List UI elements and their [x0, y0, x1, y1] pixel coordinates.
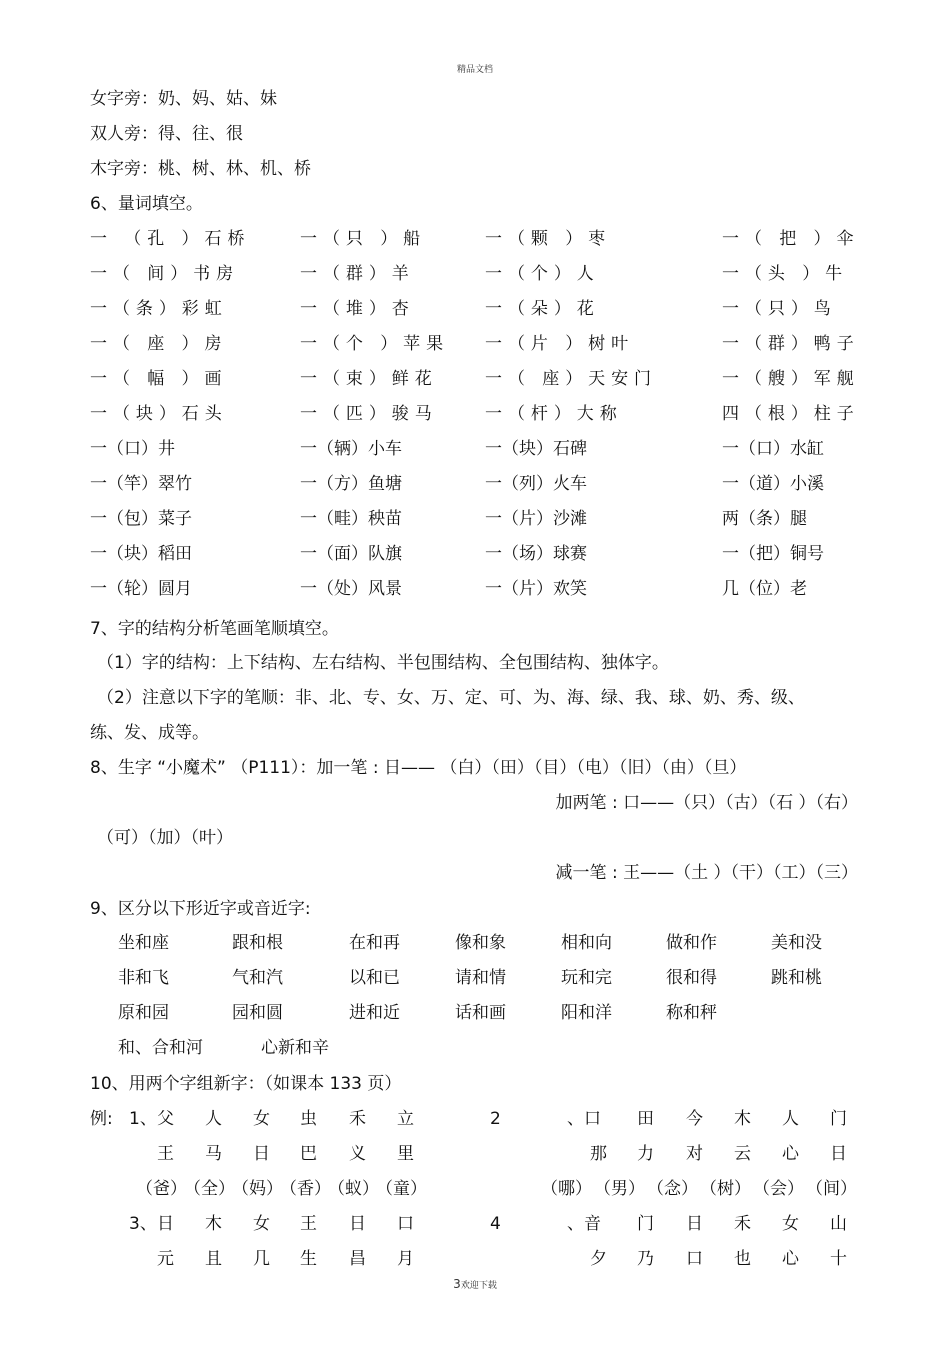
measure-word-item: 一（个）人: [485, 264, 600, 284]
component-character: 、音: [567, 1214, 601, 1234]
measure-word-item: 一（口）水缸: [722, 439, 824, 459]
similar-character-pair: 非和飞: [118, 968, 169, 988]
group-number: 1、: [129, 1109, 157, 1129]
answer-character: （念）: [647, 1179, 698, 1199]
similar-character-pair: 坐和座: [118, 933, 169, 953]
similar-character-pair: 美和没: [771, 933, 822, 953]
component-character: 也: [734, 1249, 751, 1269]
component-character: 田: [637, 1109, 654, 1129]
component-character: 心: [782, 1144, 799, 1164]
similar-character-pair: 做和作: [666, 933, 717, 953]
minus-one-stroke: 减一笔 : 王——（土 ）（干）（工）（三）: [555, 863, 858, 883]
measure-word-item: 一（片）沙滩: [485, 509, 587, 529]
component-character: 木: [734, 1109, 751, 1129]
measure-word-item: 一（颗 ）枣: [485, 229, 612, 249]
component-character: 禾: [349, 1109, 366, 1129]
measure-word-item: 一 （孔 ）石桥: [90, 229, 251, 249]
radical-line: 木字旁：桃、树、林、机、桥: [90, 159, 311, 179]
page-header: 精品文档: [456, 65, 493, 75]
component-character: 巴: [300, 1144, 317, 1164]
similar-character-pair: 跟和根: [232, 933, 283, 953]
answer-character: （全）: [184, 1179, 235, 1199]
radical-line: 双人旁：得、往、很: [90, 124, 243, 144]
measure-word-item: 一（只）鸟: [722, 299, 837, 319]
measure-word-item: 一（畦）秧苗: [300, 509, 402, 529]
page-footer: [0, 1277, 950, 1291]
component-character: 元: [157, 1249, 174, 1269]
measure-word-item: 一（口）井: [90, 439, 175, 459]
component-character: 里: [397, 1144, 414, 1164]
component-character: 马: [205, 1144, 222, 1164]
measure-word-item: 一（包）菜子: [90, 509, 192, 529]
measure-word-item: 一（束）鲜花: [300, 369, 438, 389]
answer-character: （妈）: [232, 1179, 283, 1199]
component-character: 人: [205, 1109, 222, 1129]
measure-word-row: [90, 403, 860, 427]
measure-word-item: 一（块）稻田: [90, 544, 192, 564]
component-character: 父: [157, 1109, 174, 1129]
measure-word-item: 四（根）柱子: [722, 404, 860, 424]
similar-character-pair: 跳和桃: [771, 968, 822, 988]
add-two-strokes-cont: （可）（加）（叶）: [97, 828, 233, 848]
measure-word-row: [90, 298, 860, 322]
component-character: 对: [686, 1144, 703, 1164]
measure-word-item: 一（道）小溪: [722, 474, 824, 494]
component-character: 口: [397, 1214, 414, 1234]
structure-line: （1）字的结构：上下结构、左右结构、半包围结构、全包围结构、独体字。: [97, 653, 669, 673]
component-character: 力: [637, 1144, 654, 1164]
measure-word-item: 一（朵）花: [485, 299, 600, 319]
group-number: 3、: [129, 1214, 157, 1234]
measure-word-item: 一（群）鸭子: [722, 334, 860, 354]
component-character: 山: [830, 1214, 847, 1234]
similar-character-pair: 话和画: [455, 1003, 506, 1023]
measure-word-item: 一（杆）大称: [485, 404, 623, 424]
footer-text: 欢迎下载: [460, 1281, 497, 1291]
measure-word-item: 一（个 ）苹果: [300, 334, 450, 354]
answer-character: （爸）: [136, 1179, 187, 1199]
component-character: 立: [397, 1109, 414, 1129]
similar-character-pair: 很和得: [666, 968, 717, 988]
example-label: 例:: [90, 1109, 113, 1129]
similar-character-pair: 以和已: [349, 968, 400, 988]
component-character: 王: [157, 1144, 174, 1164]
measure-word-row: [90, 543, 860, 567]
similar-character-pair: 阳和洋: [561, 1003, 612, 1023]
page-number: 3: [453, 1277, 461, 1291]
measure-word-item: 一（条）彩虹: [90, 299, 228, 319]
component-character: 女: [782, 1214, 799, 1234]
answer-character: （哪）: [541, 1179, 592, 1199]
group-number: 2: [490, 1109, 501, 1129]
component-character: 木: [205, 1214, 222, 1234]
component-character: 王: [300, 1214, 317, 1234]
component-character: 门: [637, 1214, 654, 1234]
measure-word-row: [90, 333, 860, 357]
component-character: 门: [830, 1109, 847, 1129]
add-two-strokes: 加两笔 : 口——（只）（古）（石 ）（右）: [555, 793, 858, 813]
measure-word-item: 一（块）石头: [90, 404, 228, 424]
measure-word-row: [90, 228, 860, 252]
component-character: 口: [686, 1249, 703, 1269]
component-character: 昌: [349, 1249, 366, 1269]
similar-character-pair: 相和向: [561, 933, 612, 953]
component-character: 日: [830, 1144, 847, 1164]
component-character: 生: [300, 1249, 317, 1269]
measure-word-item: 一（头 ）牛: [722, 264, 849, 284]
section-7-title: 7、字的结构分析笔画笔顺填空。: [90, 619, 339, 639]
component-character: 虫: [300, 1109, 317, 1129]
component-character: 义: [349, 1144, 366, 1164]
component-character: 日: [349, 1214, 366, 1234]
radical-line: 女字旁：奶、妈、姑、妹: [90, 89, 277, 109]
stroke-order-line: （2）注意以下字的笔顺：非、北、专、女、万、定、可、为、海、绿、我、球、奶、秀、级、: [97, 688, 805, 708]
measure-word-row: [90, 508, 860, 532]
component-character: 十: [830, 1249, 847, 1269]
measure-word-item: 一（处）风景: [300, 579, 402, 599]
component-character: 禾: [734, 1214, 751, 1234]
component-character: 那: [590, 1144, 607, 1164]
component-character: 云: [734, 1144, 751, 1164]
component-character: 心: [782, 1249, 799, 1269]
component-character: 几: [253, 1249, 270, 1269]
measure-word-item: 一（辆）小车: [300, 439, 402, 459]
similar-character-pair: 在和再: [349, 933, 400, 953]
measure-word-item: 一（匹）骏马: [300, 404, 438, 424]
similar-character-pair: 玩和完: [561, 968, 612, 988]
section-6-title: 6、量词填空。: [90, 194, 203, 214]
answer-character: （会）: [753, 1179, 804, 1199]
measure-word-item: 两（条）腿: [722, 509, 807, 529]
section-10-title: 10、用两个字组新字：（如课本 133 页）: [90, 1074, 402, 1094]
similar-character-pair: 园和圆: [232, 1003, 283, 1023]
answer-character: （间）: [806, 1179, 857, 1199]
measure-word-item: 一（方）鱼塘: [300, 474, 402, 494]
measure-word-row: [90, 263, 860, 287]
answer-character: （树）: [700, 1179, 751, 1199]
component-character: 今: [686, 1109, 703, 1129]
measure-word-item: 一（片）欢笑: [485, 579, 587, 599]
group-number: 4: [490, 1214, 501, 1234]
measure-word-item: 一（堆）杏: [300, 299, 415, 319]
measure-word-item: 一（ 间）书房: [90, 264, 240, 284]
measure-word-item: 一（轮）圆月: [90, 579, 192, 599]
component-character: 月: [397, 1249, 414, 1269]
component-character: 夕: [590, 1249, 607, 1269]
component-character: 且: [205, 1249, 222, 1269]
component-character: 日: [686, 1214, 703, 1234]
similar-character-pair: 原和园: [118, 1003, 169, 1023]
similar-character-pair: 称和秤: [666, 1003, 717, 1023]
stroke-order-line-cont: 练、发、成等。: [90, 723, 209, 743]
similar-character-pair: 像和象: [455, 933, 506, 953]
answer-character: （童）: [376, 1179, 427, 1199]
section-8-title: 8、生字 “小魔术” （P111）：加一笔 : 日—— （白）（田）（目）（电）（旧）（由）（旦）: [90, 758, 747, 778]
measure-word-item: 几（位）老: [722, 579, 807, 599]
measure-word-row: [90, 578, 860, 602]
measure-word-item: 一（面）队旗: [300, 544, 402, 564]
measure-word-item: 一（ 把 ）伞: [722, 229, 860, 249]
component-character: 日: [157, 1214, 174, 1234]
measure-word-item: 一（把）铜号: [722, 544, 824, 564]
similar-character-pair: 心新和辛: [261, 1038, 329, 1058]
measure-word-item: 一（ 幅 ）画: [90, 369, 228, 389]
measure-word-item: 一（竿）翠竹: [90, 474, 192, 494]
component-character: 女: [253, 1214, 270, 1234]
measure-word-item: 一（群）羊: [300, 264, 415, 284]
similar-character-pair: 请和情: [455, 968, 506, 988]
measure-word-row: [90, 368, 860, 392]
measure-word-item: 一（场）球赛: [485, 544, 587, 564]
measure-word-item: 一（艘）军舰: [722, 369, 860, 389]
component-character: 乃: [637, 1249, 654, 1269]
measure-word-row: [90, 473, 860, 497]
measure-word-item: 一（片 ）树叶: [485, 334, 635, 354]
measure-word-row: [90, 438, 860, 462]
answer-character: （蚁）: [328, 1179, 379, 1199]
measure-word-item: 一（块）石碑: [485, 439, 587, 459]
answer-character: （男）: [594, 1179, 645, 1199]
component-character: 女: [253, 1109, 270, 1129]
section-9-title: 9、区分以下形近字或音近字:: [90, 899, 311, 919]
measure-word-item: 一（列）火车: [485, 474, 587, 494]
similar-character-pair: 气和汽: [232, 968, 283, 988]
measure-word-item: 一（ 座 ）房: [90, 334, 228, 354]
component-character: 、口: [567, 1109, 601, 1129]
measure-word-item: 一（只 ）船: [300, 229, 427, 249]
component-character: 人: [782, 1109, 799, 1129]
answer-character: （香）: [280, 1179, 331, 1199]
similar-character-pair: 和、合和河: [118, 1038, 203, 1058]
measure-word-item: 一（ 座）天安门: [485, 369, 658, 389]
similar-character-pair: 进和近: [349, 1003, 400, 1023]
component-character: 日: [253, 1144, 270, 1164]
